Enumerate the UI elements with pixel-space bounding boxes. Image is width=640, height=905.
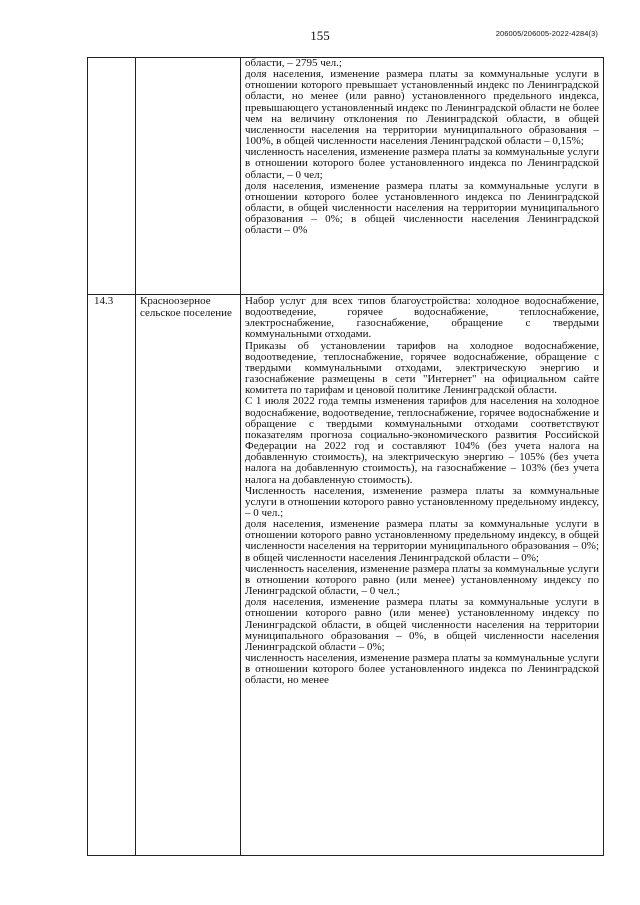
paragraph: численность населения, изменение размера платы за коммунальные услуги в отношении которого более установленного индекса по Ленинградской области, но менее xyxy=(245,652,599,687)
description-cell xyxy=(241,58,604,295)
settlement-name-cell: Красноозерное сельское поселение xyxy=(136,295,241,856)
description-cell xyxy=(241,295,604,856)
page-number: 155 xyxy=(310,28,330,43)
document-code: 206005/206005-2022-4284(3) xyxy=(495,29,598,38)
table-row xyxy=(88,295,604,856)
paragraph: Численность населения, изменение размера платы за коммунальные услуги в отношении которого равно установленному предельному индексу, – 0 чел.; xyxy=(245,484,599,519)
paragraph: численность населения, изменение размера платы за коммунальные услуги в отношении которого равно (или менее) установленному индексу по Ленинградской области, – 0 чел.; xyxy=(245,562,599,598)
paragraph: доля населения, изменение размера платы за коммунальные услуги в отношении которого равно установленному предельному индексу, в общей численности населения на территории муниципального образования – 0%; в общей численности населения Ленинградской области – 0%; xyxy=(245,518,599,564)
document-table xyxy=(87,57,604,856)
row-number-cell xyxy=(88,58,136,295)
table-row xyxy=(88,58,604,295)
paragraph: С 1 июля 2022 года темпы изменения тарифов для населения на холодное водоснабжение, водоотведение, теплоснабжение, горячее водоснабжение и обращение с твердыми коммунальными отходами соответствуют показателям прогноза социально-экономического развития Российской Федерации на 2022 год и составляют 104% (без учета налога на добавленную стоимость), на электрическую энергию – 105% (без учета налога на добавленную стоимость), на газоснабжение – 103% (без учета налога на добавленную стоимость). xyxy=(245,395,599,486)
paragraph: доля населения, изменение размера платы за коммунальные услуги в отношении которого превышает установленный индекс по Ленинградской области, но менее (или равно) установленного предельного индекса, превышающего установленный индекс по Ленинградской области не более чем на величину отклонения по Ленинградской области, в общей численности населения на территории муниципального образования – 100%, в общей численности населения Ленинградской области – 0,15%; xyxy=(245,68,599,148)
paragraph: Приказы об установлении тарифов на холодное водоснабжение, водоотведение, теплоснабжение, горячее водоснабжение, обращение с твердыми коммунальными отходами, электрическую энергию и газоснабжение размещены в сети "Интернет" на официальном сайте комитета по тарифам и ценовой политике Ленинградской области. xyxy=(245,339,599,397)
paragraph: доля населения, изменение размера платы за коммунальные услуги в отношении которого более установленного индекса по Ленинградской области, в общей численности населения на территории муниципального образования – 0%; в общей численности населения Ленинградской области – 0% xyxy=(245,179,599,237)
paragraph: Набор услуг для всех типов благоустройства: холодное водоснабжение, водоотведение, горячее водоснабжение, теплоснабжение, электроснабжение, газоснабжение, обращение с твердыми коммунальными отходами. xyxy=(245,295,599,341)
settlement-name-cell xyxy=(136,58,241,295)
paragraph: численность населения, изменение размера платы за коммунальные услуги в отношении которого более установленного индекса по Ленинградской области, – 0 чел; xyxy=(245,146,599,181)
paragraph: области, – 2795 чел.; xyxy=(245,57,342,69)
paragraph: доля населения, изменение размера платы за коммунальные услуги в отношении которого равно (или менее) установленному индексу по Ленинградской области, в общей численности населения на территории муниципального образования – 0%, в общей численности населения Ленинградской области – 0%; xyxy=(245,596,599,653)
row-number-cell: 14.3 xyxy=(88,295,136,856)
